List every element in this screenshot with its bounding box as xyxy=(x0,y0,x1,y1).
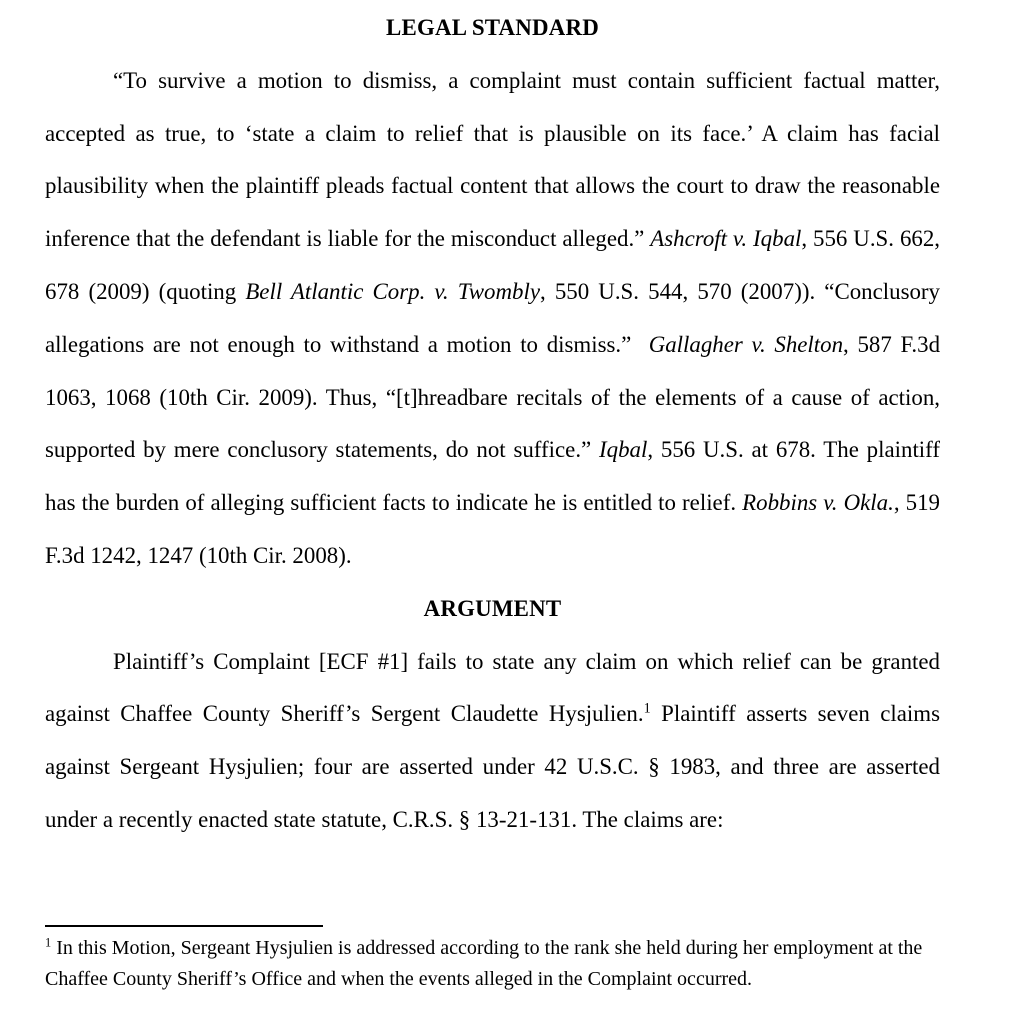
text-segment: , 587 F.3d 1063, 1068 (10th Cir. 2009). Thus, “[t]hreadbare recitals of the elements of a cause of action, supported by mere conclusory statements, do not suffice.” xyxy=(45,331,941,463)
text-segment: , 556 U.S. 662, 678 (2009) (quoting xyxy=(45,226,940,304)
text-segment: Robbins v. Okla. xyxy=(742,490,894,516)
footnote-text xyxy=(45,933,940,995)
text-segment: Gallagher v. Shelton xyxy=(648,331,844,357)
text-segment: 1 xyxy=(643,700,651,717)
paragraph-argument xyxy=(45,636,940,847)
footnote-separator xyxy=(45,925,323,927)
text-segment: Plaintiff’s Complaint [ECF #1] fails to state any claim on which relief can be granted against Chaffee County Sheriff’s Sergent Claudette Hysjulien. xyxy=(45,648,940,727)
text-segment: Bell Atlantic Corp. v. Twombly xyxy=(245,278,540,304)
paragraph-legal-standard xyxy=(45,55,940,583)
text-segment: “To survive a motion to dismiss, a complaint must contain sufficient factual matter, accepted as true, to ‘state a claim to relief that is plausible on its face.’ A claim has facial plausibility when the plaintiff pleads factual content that allows the court to draw the reasonable inference that the defendant is liable for the misconduct alleged.” xyxy=(45,67,940,252)
text-segment: 1 xyxy=(45,935,52,950)
footnote-area xyxy=(45,925,940,995)
text-segment: In this Motion, Sergeant Hysjulien is addressed according to the rank she held during her employment at the Chaffee County Sheriff’s Office and when the events alleged in the Complaint occurred. xyxy=(45,937,923,990)
text-segment: , 550 U.S. 544, 570 (2007)). “Conclusory allegations are not enough to withstand a motion to dismiss.” xyxy=(45,278,940,357)
text-segment: Iqbal xyxy=(599,437,648,463)
heading-argument: ARGUMENT xyxy=(423,595,562,621)
text-segment: , 519 F.3d 1242, 1247 (10th Cir. 2008). xyxy=(45,490,940,568)
heading-legal-standard: LEGAL STANDARD xyxy=(386,15,599,40)
text-segment: , 556 U.S. at 678. The plaintiff has the burden of alleging sufficient facts to indicate he is entitled to relief. xyxy=(45,437,940,516)
text-segment: Plaintiff asserts seven claims against Sergeant Hysjulien; four are asserted under 42 U.S.C. § 1983, and three are asserted under a recently enacted state statute, C.R.S. § 13-21-131. The claims are: xyxy=(45,701,940,832)
text-segment: Ashcroft v. Iqbal xyxy=(650,226,802,252)
